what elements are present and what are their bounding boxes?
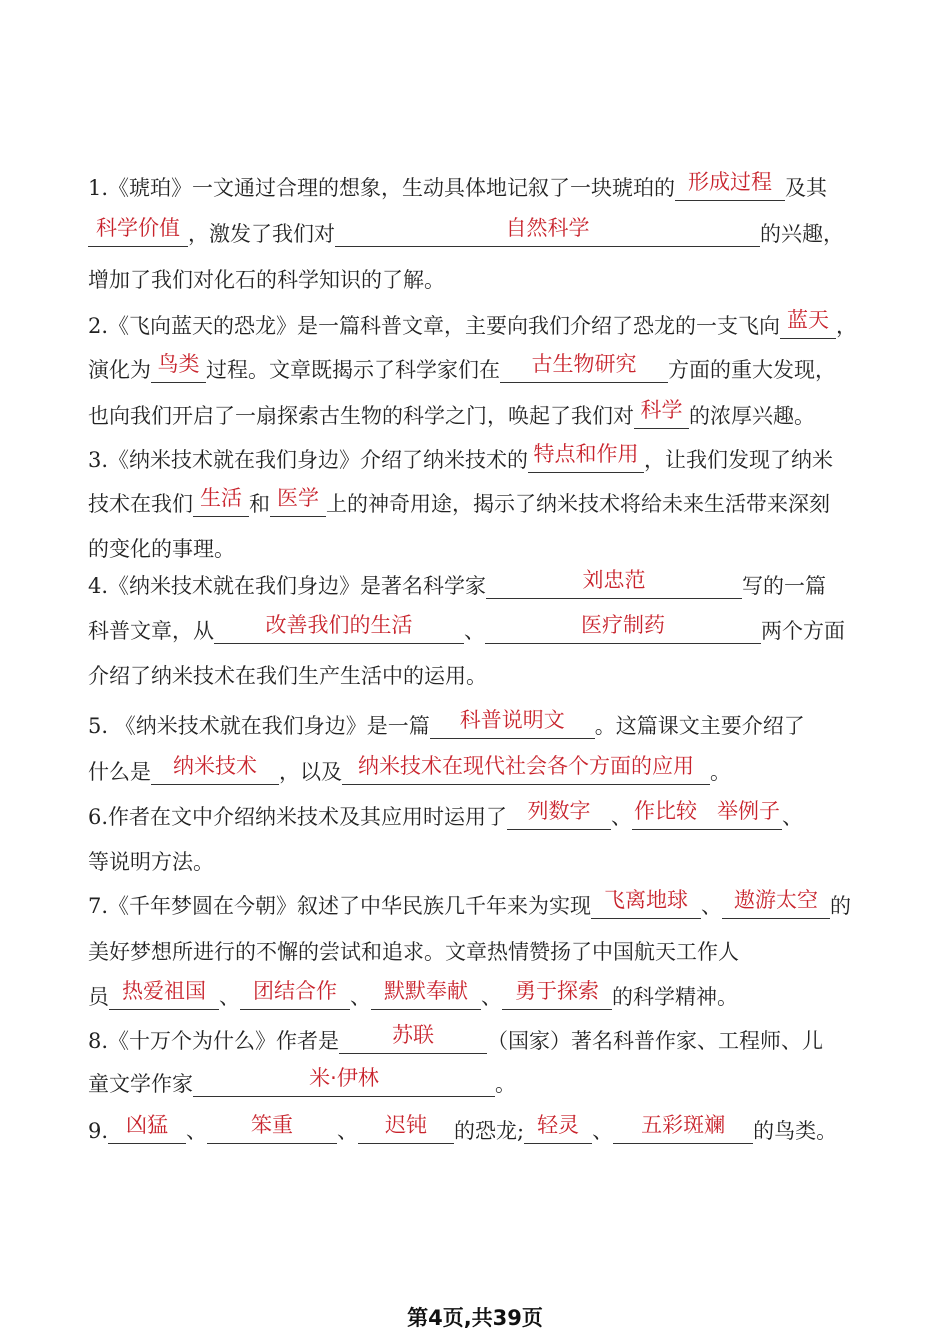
answer-text: 凶猛 (126, 1113, 169, 1137)
text: 、 (782, 805, 804, 829)
text: 等说明方法。 (88, 850, 214, 874)
text: 及其 (785, 176, 828, 200)
text: 什么是 (88, 760, 151, 784)
answer-blank[interactable] (371, 979, 481, 1010)
q3-line2 (88, 486, 830, 518)
text: 6.作者在文中介绍纳米技术及其应用时运用了 (88, 805, 508, 829)
q4-line2 (88, 613, 845, 645)
text: 也向我们开启了一扇探索古生物的科学之门，唤起了我们对 (88, 404, 634, 428)
answer-blank[interactable] (335, 216, 760, 247)
answer-blank[interactable] (524, 1113, 592, 1144)
text: 、 (701, 894, 723, 918)
q7-line2 (88, 938, 739, 966)
text: 科普文章，从 (88, 619, 214, 643)
answer-text: 医学 (277, 486, 319, 510)
answer-text: 作比较 (634, 799, 698, 823)
answer-text: 纳米技术在现代社会各个方面的应用 (358, 754, 694, 778)
answer-text: 生活 (200, 486, 242, 510)
answer-blank[interactable] (339, 1023, 487, 1054)
text: 2.《飞向蓝天的恐龙》是一篇科普文章，主要向我们介绍了恐龙的一支飞向 (88, 314, 781, 338)
answer-text: 轻灵 (537, 1113, 580, 1137)
text: 写的一篇 (742, 574, 827, 598)
answer-blank[interactable] (613, 1113, 753, 1144)
text: 方面的重大发现， (668, 358, 836, 382)
answer-blank[interactable] (500, 352, 668, 383)
q1-line1 (88, 170, 828, 202)
text: 8.《十万个为什么》作者是 (88, 1029, 340, 1053)
text: 。 (495, 1072, 516, 1096)
answer-text: 飞离地球 (604, 888, 689, 912)
answer-text: 苏联 (392, 1023, 435, 1047)
text: 的恐龙; (454, 1119, 525, 1143)
answer-text: 形成过程 (688, 170, 773, 194)
text: 、 (481, 985, 502, 1009)
text: ， (836, 314, 858, 338)
q5-line2 (88, 754, 731, 786)
text: 3.《纳米技术就在我们身边》介绍了纳米技术的 (88, 448, 529, 472)
text: 上的神奇用途，揭示了纳米技术将给未来生活带来深刻 (326, 492, 830, 516)
text: 童文学作家 (88, 1072, 193, 1096)
q2-line1 (88, 308, 858, 340)
text: 、 (219, 985, 240, 1009)
answer-text: 科普说明文 (459, 708, 565, 732)
text: 5. 《纳米技术就在我们身边》是一篇 (88, 714, 430, 738)
text: 、 (464, 619, 485, 643)
answer-text: 迟钝 (385, 1113, 428, 1137)
answer-blank[interactable] (675, 170, 785, 201)
text: 两个方面 (761, 619, 845, 643)
text: 、 (186, 1119, 208, 1143)
text: 7.《千年梦圆在今朝》叙述了中华民族几千年来为实现 (88, 894, 592, 918)
q6-line1 (88, 799, 804, 831)
page-number: 第4页,共39页 (407, 1306, 543, 1330)
text: 的浓厚兴趣。 (689, 404, 815, 428)
q6-line2 (88, 848, 214, 876)
answer-text: 科学价值 (96, 216, 180, 240)
q8-line1 (88, 1023, 824, 1055)
text: 4.《纳米技术就在我们身边》是著名科学家 (88, 574, 487, 598)
text: 。 (710, 760, 731, 784)
answer-text: 鸟类 (157, 352, 200, 376)
answer-blank[interactable] (507, 799, 611, 830)
q1-line2 (88, 216, 844, 248)
answer-blank[interactable] (109, 979, 219, 1010)
answer-blank[interactable] (240, 979, 350, 1010)
answer-text: 默默奉献 (384, 979, 468, 1003)
q2-line3 (88, 398, 815, 430)
text: 的鸟类。 (753, 1119, 838, 1143)
answer-text: 勇于探索 (515, 979, 599, 1003)
q8-line2 (88, 1066, 516, 1098)
answer-blank[interactable] (193, 1066, 495, 1097)
answer-text: 自然科学 (505, 216, 590, 240)
q7-line1 (88, 888, 852, 920)
answer-blank[interactable] (591, 888, 701, 919)
answer-text: 遨游太空 (734, 888, 819, 912)
text: ，激发了我们对 (188, 222, 335, 246)
answer-text: 五彩斑斓 (641, 1113, 726, 1137)
text: 美好梦想所进行的不懈的尝试和追求。文章热情赞扬了中国航天工作人 (88, 940, 739, 964)
text: ，以及 (279, 760, 342, 784)
answer-blank[interactable] (485, 613, 761, 644)
answer-text: 刘忠范 (582, 568, 646, 592)
answer-text: 古生物研究 (531, 352, 637, 376)
answer-text: 热爱祖国 (122, 979, 206, 1003)
answer-text: 纳米技术 (173, 754, 257, 778)
text: 演化为 (88, 358, 151, 382)
answer-text: 蓝天 (787, 308, 830, 332)
answer-blank[interactable] (358, 1113, 454, 1144)
q4-line1 (88, 568, 827, 600)
answer-blank[interactable] (430, 708, 595, 739)
answer-blank[interactable] (151, 754, 279, 785)
answer-blank[interactable] (214, 613, 464, 644)
text: 的 (830, 894, 852, 918)
answer-blank[interactable] (108, 1113, 186, 1144)
answer-blank[interactable] (88, 216, 188, 247)
answer-blank[interactable] (207, 1113, 337, 1144)
answer-blank[interactable] (528, 442, 644, 473)
answer-text: 举例子 (717, 799, 781, 823)
text: 1.《琥珀》一文通过合理的想象，生动具体地记叙了一块琥珀的 (88, 176, 676, 200)
text: 增加了我们对化石的科学知识的了解。 (88, 268, 445, 292)
answer-blank[interactable] (722, 888, 830, 919)
answer-text: 特点和作用 (533, 442, 639, 466)
text: ，让我们发现了纳米 (644, 448, 834, 472)
answer-blank[interactable] (151, 352, 206, 383)
text: 和 (249, 492, 270, 516)
text: 、 (337, 1119, 359, 1143)
answer-blank[interactable] (486, 568, 742, 599)
q1-line3 (88, 266, 445, 294)
text: 、 (611, 805, 633, 829)
answer-text: 米·伊林 (309, 1066, 379, 1090)
q3-line3 (88, 535, 235, 563)
q2-line2 (88, 352, 836, 384)
q4-line3 (88, 662, 487, 690)
text: 、 (592, 1119, 614, 1143)
answer-blank[interactable] (342, 754, 710, 785)
answer-text: 医疗制药 (581, 613, 665, 637)
answer-text: 科学 (640, 398, 683, 422)
answer-text: 改善我们的生活 (265, 613, 413, 637)
text: 技术在我们 (88, 492, 193, 516)
answer-blank[interactable] (270, 486, 326, 517)
answer-blank[interactable] (193, 486, 249, 517)
answer-blank[interactable] (634, 398, 689, 429)
answer-blank[interactable] (502, 979, 612, 1010)
q9-line1 (88, 1113, 838, 1145)
text: 、 (350, 985, 371, 1009)
text: 的科学精神。 (612, 985, 738, 1009)
q7-line3 (88, 979, 738, 1011)
text: 介绍了纳米技术在我们生产生活中的运用。 (88, 664, 487, 688)
text: 过程。文章既揭示了科学家们在 (206, 358, 500, 382)
q3-line1 (88, 442, 834, 474)
answer-blank[interactable] (780, 308, 836, 339)
answer-text: 笨重 (251, 1113, 294, 1137)
text: 。这篇课文主要介绍了 (594, 714, 805, 738)
text: 9. (88, 1119, 109, 1143)
answer-blank[interactable] (632, 799, 782, 830)
answer-text: 团结合作 (253, 979, 337, 1003)
text: （国家）著名科普作家、工程师、儿 (487, 1029, 824, 1053)
q5-line1 (88, 708, 805, 740)
text: 员 (88, 985, 109, 1009)
answer-text: 列数字 (527, 799, 591, 823)
text: 的变化的事理。 (88, 537, 235, 561)
text: 的兴趣， (760, 222, 844, 246)
